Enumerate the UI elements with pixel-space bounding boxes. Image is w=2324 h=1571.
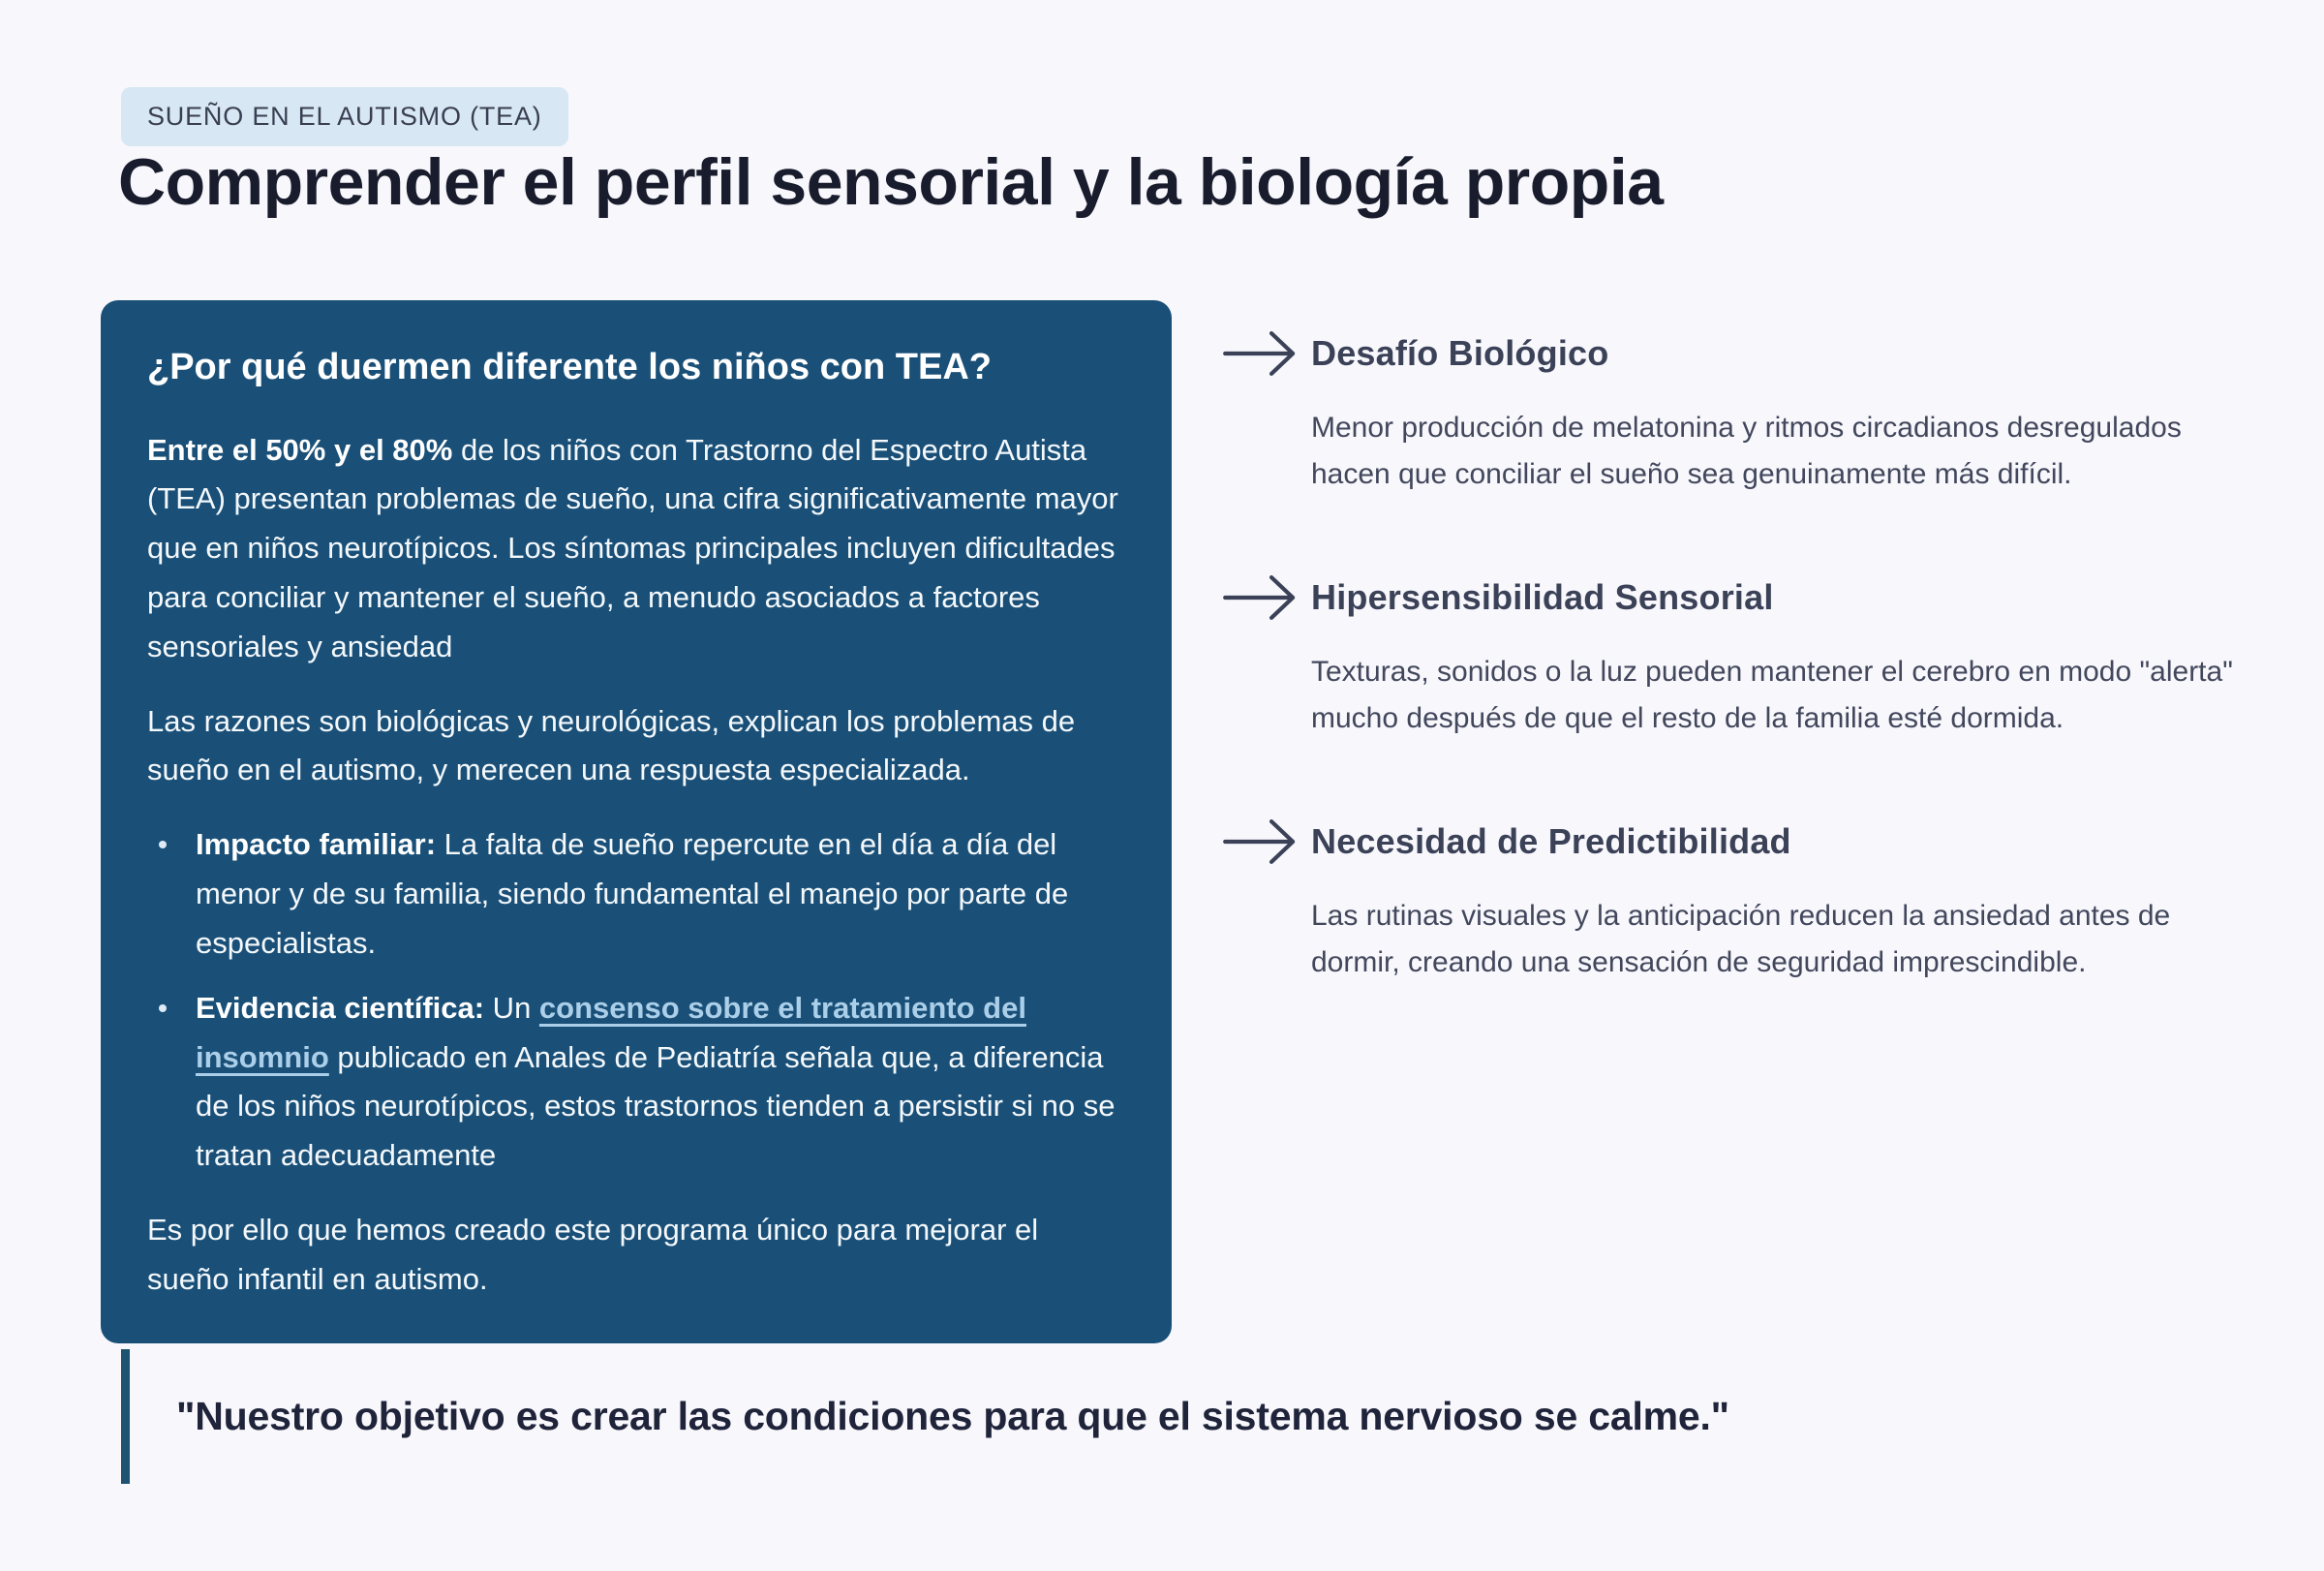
feature-body: Las rutinas visuales y la anticipación reducen la ansiedad antes de dormir, creando una sensación de seguridad imprescindible. [1311, 900, 2171, 978]
quote-text: "Nuestro objetivo es crear las condiciones para que el sistema nervioso se calme." [176, 1394, 1729, 1438]
feature-list [1222, 327, 2266, 986]
feature-desafio-biologico [1222, 327, 2266, 498]
arrow-right-icon [1222, 816, 1311, 868]
arrow-right-icon [1222, 327, 1311, 380]
card-paragraph-reasons: Las razones son biológicas y neurológicas, explican los problemas de sueño en el autismo, y merecen una respuesta especializada. [147, 703, 1076, 787]
bullet-label: Evidencia científica: [196, 990, 485, 1025]
stat-highlight: Entre el 50% y el 80% [147, 432, 453, 467]
card-heading: ¿Por qué duermen diferente los niños con TEA? [147, 347, 992, 387]
arrow-right-icon [1222, 571, 1311, 624]
feature-hipersensibilidad-sensorial [1222, 571, 2266, 742]
card-paragraph-closing: Es por ello que hemos creado este programa único para mejorar el sueño infantil en autismo. [147, 1213, 1039, 1296]
card-paragraph-statistics [147, 426, 1125, 672]
bullet-text-post: publicado en Anales de Pediatría señala que, a diferencia de los niños neurotípicos, estos trastornos tienden a persistir si no se tratan adecuadamente [196, 1039, 1116, 1173]
quote-block [121, 1349, 2174, 1484]
feature-body: Menor producción de melatonina y ritmos circadianos desregulados hacen que conciliar el sueño sea genuinamente más difícil. [1311, 412, 2182, 490]
topic-badge: SUEÑO EN EL AUTISMO (TEA) [121, 87, 568, 146]
card-paragraph-statistics-text: de los niños con Trastorno del Espectro Autista (TEA) presentan problemas de sueño, una cifra significativamente mayor que en niños neurotípicos. Los síntomas principales incluyen dificultades para conciliar y mantener el sueño, a menudo asociados a factores sensoriales y ansiedad [147, 432, 1118, 663]
bullet-impacto-familiar [147, 820, 1125, 968]
bullet-label: Impacto familiar: [196, 827, 437, 862]
feature-necesidad-de-predictibilidad [1222, 816, 2266, 986]
insomnia-consensus-link[interactable]: consenso sobre el tratamiento del insomnio [196, 990, 1026, 1074]
feature-body: Texturas, sonidos o la luz pueden mantener el cerebro en modo "alerta" mucho después de que el resto de la familia esté dormida. [1311, 656, 2233, 734]
bullet-text: La falta de sueño repercute en el día a día del menor y de su familia, siendo fundamental el manejo por parte de especialistas. [196, 827, 1069, 960]
feature-title: Desafío Biológico [1311, 333, 1609, 373]
bullet-text-pre: Un [484, 990, 539, 1025]
feature-title: Hipersensibilidad Sensorial [1311, 577, 1774, 617]
page-title: Comprender el perfil sensorial y la biología propia [118, 145, 1664, 219]
bullet-evidencia-cientifica [147, 984, 1125, 1181]
info-card [101, 300, 1172, 1343]
feature-title: Necesidad de Predictibilidad [1311, 821, 1791, 861]
card-bullet-list [147, 820, 1125, 1181]
